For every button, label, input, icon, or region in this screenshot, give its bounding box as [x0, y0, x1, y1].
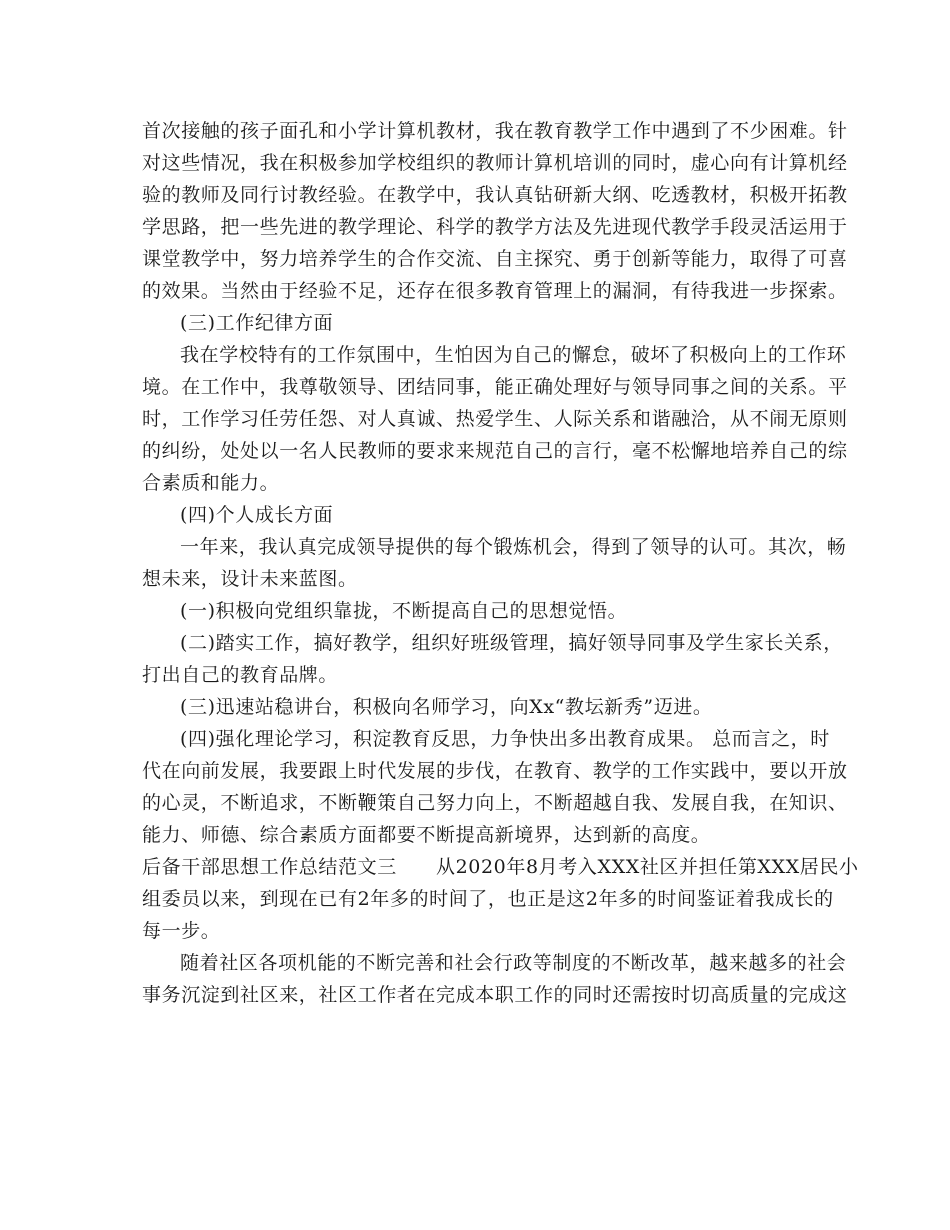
- text-line: 打出自己的教育品牌。: [142, 664, 339, 686]
- text-line: 能力、师德、综合素质方面都要不断提高新境界，达到新的高度。: [142, 824, 711, 846]
- text-line: 验的教师及同行讨教经验。在教学中，我认真钻研新大纲、吃透教材，积极开拓教: [142, 184, 848, 206]
- document-body: [142, 115, 859, 1011]
- text-line: 境。在工作中，我尊敬领导、团结同事，能正确处理好与领导同事之间的关系。平: [142, 376, 848, 398]
- text-line: 事务沉淀到社区来，社区工作者在完成本职工作的同时还需按时切高质量的完成这: [142, 984, 848, 1006]
- text-line: 对这些情况，我在积极参加学校组织的教师计算机培训的同时，虚心向有计算机经: [142, 152, 848, 174]
- text-line: 的效果。当然由于经验不足，还存在很多教育管理上的漏洞，有待我进一步探索。: [142, 280, 848, 302]
- text-line: (二)踏实工作，搞好教学，组织好班级管理，搞好领导同事及学生家长关系，: [180, 632, 843, 654]
- text-line: 的心灵，不断追求，不断鞭策自己努力向上，不断超越自我、发展自我，在知识、: [142, 792, 848, 814]
- text-line: (四)强化理论学习，积淀教育反思，力争快出多出教育成果。 总而言之，时: [180, 728, 830, 750]
- text-line: 合素质和能力。: [142, 472, 280, 494]
- text-line: 时，工作学习任劳任怨、对人真诚、热爱学生、人际关系和谐融洽，从不闹无原则: [142, 408, 848, 430]
- text-line: (三)迅速站稳讲台，积极向名师学习，向Xx“教坛新秀”迈进。: [180, 696, 713, 718]
- text-line: (三)工作纪律方面: [180, 312, 334, 334]
- text-line: 首次接触的孩子面孔和小学计算机教材，我在教育教学工作中遇到了不少困难。针: [142, 120, 848, 142]
- text-line: 每一步。: [142, 920, 221, 942]
- text-line: 随着社区各项机能的不断完善和社会行政等制度的不断改革，越来越多的社会: [180, 952, 847, 974]
- text-line: 我在学校特有的工作氛围中，生怕因为自己的懈怠，破坏了积极向上的工作环: [180, 344, 847, 366]
- text-line: 代在向前发展，我要跟上时代发展的步伐，在教育、教学的工作实践中，要以开放: [142, 760, 848, 782]
- text-line: 一年来，我认真完成领导提供的每个锻炼机会，得到了领导的认可。其次，畅: [180, 536, 847, 558]
- text-line: 想未来，设计未来蓝图。: [142, 568, 358, 590]
- text-line: 的纠纷，处处以一名人民教师的要求来规范自己的言行，毫不松懈地培养自己的综: [142, 440, 848, 462]
- text-line: 后备干部思想工作总结范文三 从2020年8月考入XXX社区并担任第XXX居民小: [142, 856, 859, 878]
- text-line: 学思路，把一些先进的教学理论、科学的教学方法及先进现代教学手段灵活运用于: [142, 216, 848, 238]
- text-line: 课堂教学中，努力培养学生的合作交流、自主探究、勇于创新等能力，取得了可喜: [142, 248, 848, 270]
- text-line: 组委员以来，到现在已有2年多的时间了，也正是这2年多的时间鉴证着我成长的: [142, 888, 834, 910]
- text-line: (一)积极向党组织靠拢，不断提高自己的思想觉悟。: [180, 600, 628, 622]
- text-line: (四)个人成长方面: [180, 504, 334, 526]
